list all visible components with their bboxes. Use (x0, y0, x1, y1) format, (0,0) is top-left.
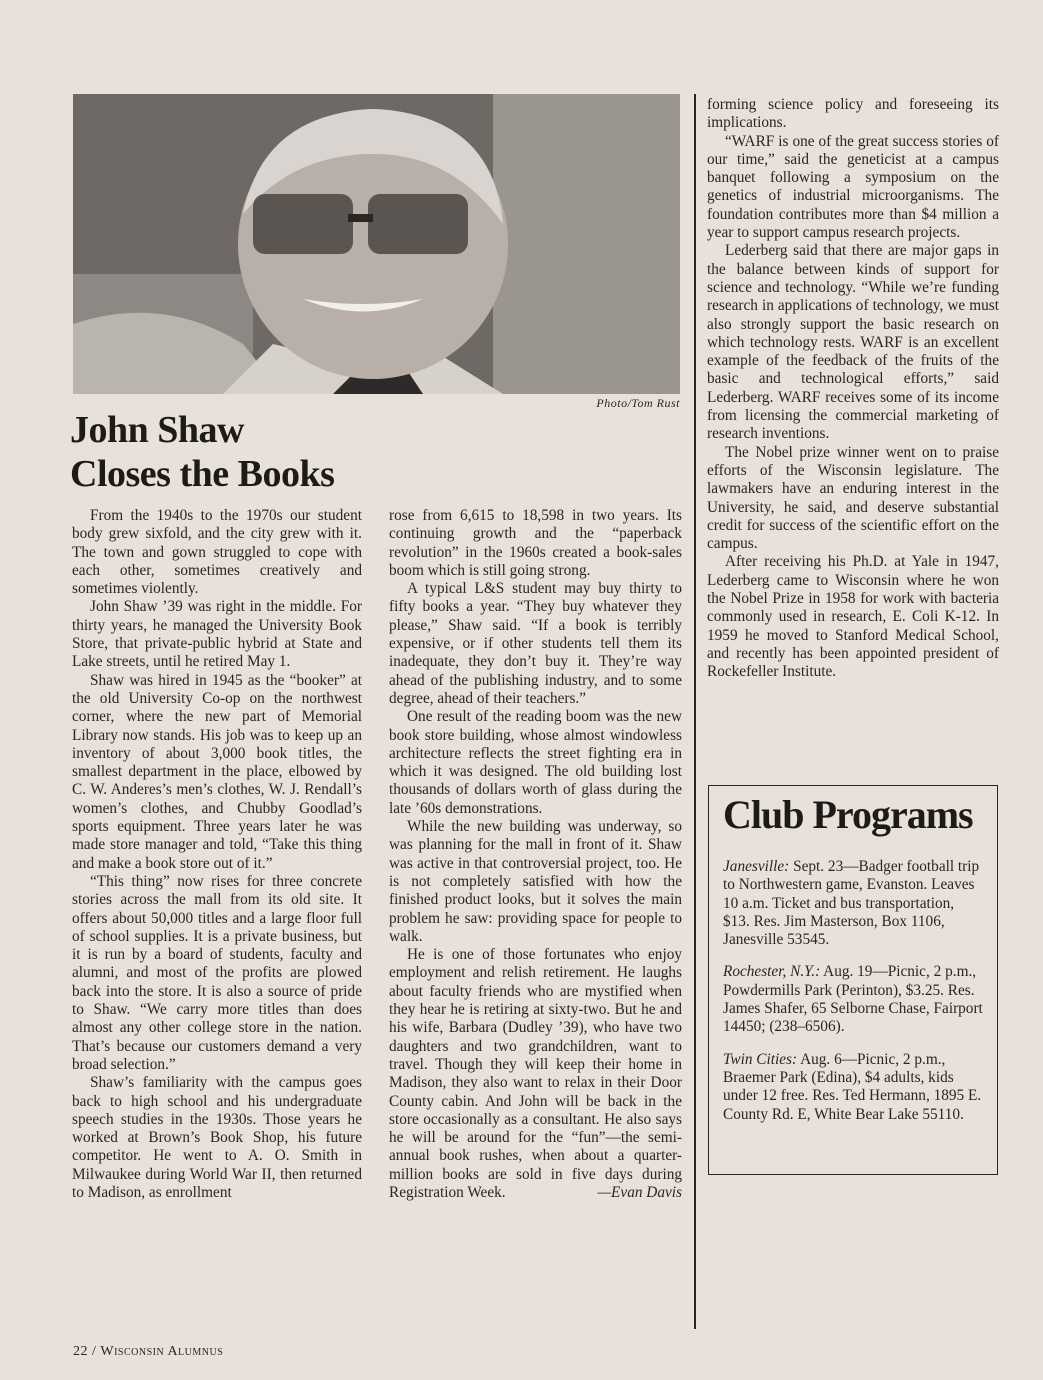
paragraph: “WARF is one of the great success stories of our time,” said the geneticist at a campus banquet following a symposium on the genetics of industrial microorganisms. The foundation contributes more than $4 million a year to support campus research projects. (707, 132, 999, 242)
portrait-photo (73, 94, 680, 394)
paragraph: While the new building was underway, so was planning for the mall in front of it. Shaw was active in that controversial project, too. He is not completely satisfied with how the finished product looks, but it solves the main problem he saw: providing space for people to walk. (389, 818, 682, 945)
page-footer (73, 1344, 223, 1360)
article-column-2 (389, 507, 682, 1202)
paragraph (389, 946, 682, 1202)
paragraph: “This thing” now rises for three concrete stories across the mall from its old site. It offers about 50,000 titles and a large floor full of school supplies. It is a private business, but it is run by a board of students, faculty and alumni, and most of the profits are plowed back into the store. It is also a source of pride to Shaw. “We carry more titles than does almost any other college store in the nation. That’s because our customers demand a very broad selection.” (72, 872, 362, 1073)
paragraph: Shaw was hired in 1945 as the “booker” at the old University Co-op on the northwest corner, where the new part of Memorial Library now stands. His job was to keep up an inventory of about 3,000 book titles, the smallest department in the place, elbowed by C. W. Anderes’s men’s clothes, W. J. Rendall’s women’s clothes, and Chubby Goodlad’s sports equipment. Three years later he was made store manager and told, “Take this thing and make a book store out of it.” (72, 671, 362, 872)
headline-line-2: Closes the Books (70, 453, 335, 495)
paragraph: From the 1940s to the 1970s our student body grew sixfold, and the city grew with it. The town and gown struggled to cope with each other, sometimes creatively and sometimes violently. (72, 507, 362, 598)
club-item (723, 963, 983, 1036)
paragraph: Lederberg said that there are major gaps in the balance between kinds of support for science and technology. “While we’re funding research in applications of technology, we must also strongly support the basic research on which technology rests. WARF is an excellent example of the feedback of the fruits of the basic and technological efforts,” said Lederberg. WARF receives some of its income from licensing the commercial marketing of research inventions. (707, 242, 999, 443)
headline-line-1: John Shaw (70, 409, 244, 451)
club-city: Rochester, N.Y.: (723, 963, 821, 981)
club-programs-title: Club Programs (723, 792, 973, 837)
paragraph: A typical L&S student may buy thirty to fifty books a year. “They buy whatever they please,” Shaw said. “If a book is terribly expensive, or if other students tell them its inadequate, they don’t buy it. They’re way ahead of the publishing industry, and to some degree, ahead of their teachers.” (389, 580, 682, 707)
photo-credit: Photo/Tom Rust (596, 396, 680, 410)
paragraph: John Shaw ’39 was right in the middle. For thirty years, he managed the University Book Store, that private-public hybrid at State and Lake streets, until he retired May 1. (72, 598, 362, 671)
club-item (723, 1051, 983, 1124)
paragraph: The Nobel prize winner went on to praise efforts of the Wisconsin legislature. The lawmakers have an enduring interest in the University, he said, and deserve substantial credit for success of the scientific effort on the campus. (707, 443, 999, 553)
publication-name: Wisconsin Alumnus (100, 1344, 224, 1359)
paragraph: forming science policy and foreseeing its implications. (707, 96, 999, 132)
column-divider (694, 94, 696, 1329)
portrait-photo-icon (73, 94, 680, 394)
page-number: 22 (73, 1344, 88, 1359)
club-details: Aug. 6—Picnic, 2 p.m., Braemer Park (Edina), $4 adults, kids under 12 free. Res. Ted Hermann, 1895 E. County Rd. E, White Bear Lake 55110. (723, 1050, 982, 1123)
club-details: Sept. 23—Badger football trip to Northwestern game, Evanston. Leaves 10 a.m. Ticket and bus transportation, $13. Res. Jim Masterson, Box 1106, Janesville 53545. (723, 858, 980, 949)
paragraph: Shaw’s familiarity with the campus goes back to high school and his undergraduate speech studies in the 1930s. Those years he worked at Brown’s Book Shop, his future competitor. He went to A. O. Smith in Milwaukee during World War II, then returned to Madison, as enrollment (72, 1074, 362, 1201)
club-item (723, 858, 983, 949)
article-column-3 (707, 96, 999, 682)
club-city: Twin Cities: (723, 1050, 798, 1068)
club-programs-box (708, 785, 998, 1175)
paragraph: After receiving his Ph.D. at Yale in 1947, Lederberg came to Wisconsin where he won the Nobel Prize in 1958 for work with bacteria commonly used in research, E. Coli K-12. In 1959 he moved to Stanford Medical School, and recently has been appointed president of Rockefeller Institute. (707, 553, 999, 681)
club-city: Janesville: (723, 858, 790, 875)
article-headline (70, 408, 390, 496)
paragraph: rose from 6,615 to 18,598 in two years. Its continuing growth and the “paperback revolution” in the 1960s created a book-sales boom which is still going strong. (389, 507, 682, 579)
author-signature: —Evan Davis (597, 1183, 682, 1201)
club-details: Aug. 19—Picnic, 2 p.m., Powdermills Park (Perinton), $3.25. Res. James Shafer, 65 Selborne Chase, Fairport 14450; (238–6506). (723, 963, 983, 1036)
article-column-1 (72, 507, 362, 1202)
paragraph: One result of the reading boom was the new book store building, whose almost windowless architecture reflects the street fighting era in which it was designed. The old building lost thousands of dollars worth of glass during the late ’60s demonstrations. (389, 708, 682, 817)
paragraph-text: He is one of those fortunates who enjoy employment and relish retirement. He laughs about faculty friends who are mystified when they hear he is retiring at sixty-two. But he and his wife, Barbara (Dudley ’39), who have two daughters and two grandchildren, want to travel. Though they will keep their home in Madison, they also want to relax in their Door County cabin. And John will be back in the store occasionally as a consultant. He also says he will be around for the “fun”—the semi-annual book rushes, when about a quarter-million books are sold in five days during Registration Week. (389, 946, 682, 1201)
footer-separator: / (88, 1344, 101, 1359)
